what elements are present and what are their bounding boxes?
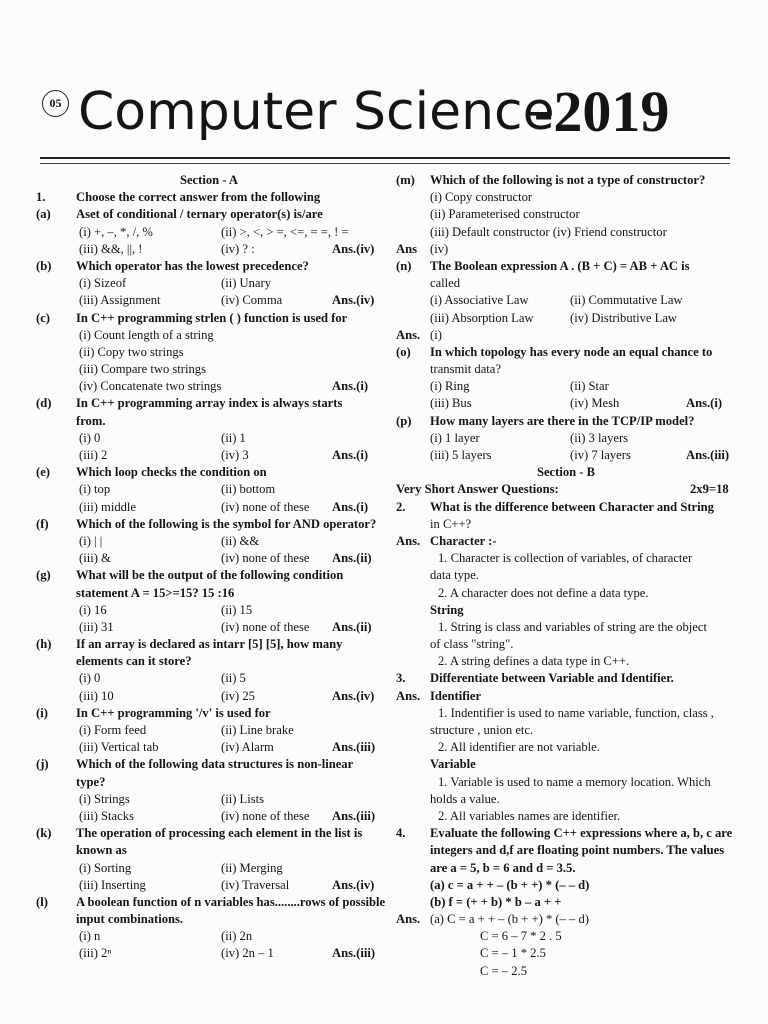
continuation-text: from. [76, 413, 106, 428]
continuation-text: are a = 5, b = 6 and d = 3.5. [430, 860, 576, 875]
text-line [396, 567, 736, 584]
text-line [396, 894, 736, 911]
continuation-text: of class "string". [430, 637, 514, 652]
question-number: 3. [396, 671, 406, 686]
answer-label: Ans.(iii) [332, 808, 376, 823]
continuation-text: data type. [430, 568, 479, 583]
question-text: Which operator has the lowest precedence? [76, 258, 309, 273]
question-row [36, 464, 382, 481]
text-line [396, 791, 736, 808]
continuation-text: known as [76, 843, 127, 858]
option-text: (iv) Comma [221, 293, 283, 308]
option-text: (iii) Compare two strings [79, 362, 206, 377]
answer-prefix: Ans. [396, 912, 421, 927]
question-text: Which of the following is the symbol for AND operator? [76, 516, 377, 531]
text-line [396, 361, 736, 378]
options-row [36, 619, 382, 636]
text-line [396, 275, 736, 292]
option-text: (iii) &&, ||, ! [79, 241, 143, 256]
calculation-line [396, 945, 736, 962]
question-row [36, 894, 386, 911]
answer-point [396, 653, 736, 670]
option-text: (i) Form feed [79, 723, 147, 737]
option-text: (iv) 3 [221, 448, 249, 462]
question-number: (e) [36, 465, 50, 480]
answer-label: Ans.(ii) [332, 551, 372, 566]
options-row [36, 602, 382, 619]
text-line [36, 413, 382, 430]
header-rule [40, 157, 730, 159]
page-title: Computer Science [78, 82, 555, 142]
continuation-text: statement A = 15>=15? 15 :16 [76, 585, 235, 600]
answer-label: Ans.(iii) [686, 448, 730, 462]
option-text: (iv) none of these [221, 551, 310, 566]
option-text: (ii) Merging [221, 860, 283, 875]
section-title: Section - B [536, 465, 596, 480]
text-line [396, 842, 736, 859]
question-text: Which of the following data structures is non-linear [76, 757, 354, 772]
options-row [36, 670, 382, 687]
option-text: (iii) Inserting [79, 877, 146, 892]
question-row [396, 499, 736, 516]
question-number: (n) [396, 258, 412, 273]
option-text: (i) top [79, 482, 111, 497]
question-row [396, 825, 736, 842]
question-row [396, 413, 736, 430]
answer-label: Ans.(iv) [332, 877, 375, 892]
question-text: Which of the following is not a type of constructor? [430, 173, 706, 187]
option-text: (i) Count length of a string [79, 327, 214, 342]
option-row [36, 361, 382, 378]
page-number-badge: 05 [42, 90, 69, 117]
section-title: Section - A [179, 173, 239, 187]
option-text: (iv) 2n – 1 [221, 946, 274, 961]
page-title-year: -2019 [534, 79, 670, 144]
question-text: The operation of processing each element in the list is [76, 826, 363, 841]
option-row [396, 206, 736, 223]
options-row [36, 928, 382, 945]
option-text: (i) Strings [79, 791, 130, 806]
options-row [36, 877, 382, 894]
option-text: (iv) Traversal [221, 877, 290, 892]
option-text: (ii) 5 [221, 671, 246, 686]
option-text: (iv) 7 layers [570, 448, 631, 462]
answer-label: Ans.(iii) [332, 740, 376, 755]
text-line [36, 842, 382, 859]
answer-label: Ans.(i) [686, 396, 723, 411]
question-text: If an array is declared as intarr [5] [5], how many [76, 637, 343, 652]
answer-label: Ans.(iii) [332, 946, 376, 961]
options-row [36, 481, 382, 498]
continuation-text: (a) c = a + + – (b + +) * (– – d) [430, 877, 590, 892]
question-number: (f) [36, 516, 49, 531]
option-text: (ii) Line brake [221, 723, 294, 737]
answer-prefix: Ans. [396, 327, 421, 342]
answer-point-text: 1. Variable is used to name a memory location. Which [438, 774, 711, 789]
option-text: (iii) & [79, 551, 111, 566]
question-row [36, 567, 382, 584]
text-line [36, 653, 382, 670]
answer-point-text: 2. A string defines a data type in C++. [438, 654, 630, 669]
option-row [396, 189, 736, 206]
question-text: Differentiate between Variable and Identifier. [430, 671, 674, 686]
options-row [396, 447, 736, 464]
option-text: (iii) Stacks [79, 808, 134, 823]
answer-label: Ans.(iv) [332, 688, 375, 703]
option-text: (ii) >, <, > =, <=, = =, ! = [221, 224, 349, 239]
question-row [36, 636, 382, 653]
option-text: (i) n [79, 929, 101, 944]
answer-text: (iv) [430, 241, 449, 256]
answer-row [396, 533, 736, 550]
option-text: (ii) Commutative Law [570, 293, 683, 308]
calculation-text: C = – 2.5 [480, 963, 527, 978]
calculation-text: C = 6 – 7 * 2 . 5 [480, 929, 562, 944]
option-text: (i) +, –, *, /, % [79, 224, 153, 239]
answer-label: Ans.(ii) [332, 619, 372, 634]
section-heading [36, 172, 382, 189]
answer-point [396, 550, 736, 567]
question-number: (c) [36, 310, 50, 325]
answer-label: Ans.(i) [332, 379, 369, 394]
continuation-text: (b) f = (+ + b) * b – a + + [430, 894, 562, 909]
question-text: What is the difference between Character and String [430, 499, 714, 514]
options-row [396, 395, 736, 412]
question-text: Evaluate the following C++ expressions where a, b, c are [430, 826, 733, 841]
option-text: (iv) Concatenate two strings [79, 379, 222, 394]
option-text: (ii) 15 [221, 602, 253, 617]
question-number: (m) [396, 173, 415, 187]
option-text: (i) Sizeof [79, 276, 127, 291]
text-line [36, 774, 382, 791]
continuation-text: String [430, 602, 464, 617]
answer-label: Ans.(iv) [332, 241, 375, 256]
option-text: (iii) middle [79, 499, 137, 514]
options-row [36, 275, 382, 292]
answer-point-text: 1. Character is collection of variables, of character [438, 551, 693, 566]
option-text: (ii) 2n [221, 929, 253, 944]
text-line [396, 602, 736, 619]
option-text: (iii) 5 layers [430, 448, 492, 462]
options-row [36, 447, 382, 464]
continuation-text: type? [76, 774, 106, 789]
option-row [36, 327, 382, 344]
question-number: (p) [396, 413, 412, 428]
continuation-text: transmit data? [430, 362, 501, 377]
option-text: (iv) Mesh [570, 396, 620, 411]
question-number: (o) [396, 344, 411, 359]
options-row [396, 430, 736, 447]
question-text: How many layers are there in the TCP/IP model? [430, 413, 695, 428]
question-text: In C++ programming '/v' is used for [76, 705, 271, 720]
question-row [36, 206, 382, 223]
option-text: (i) 0 [79, 671, 101, 686]
question-row [36, 395, 382, 412]
option-text: (ii) 1 [221, 430, 246, 445]
continuation-text: input combinations. [76, 912, 184, 927]
option-row [36, 378, 382, 395]
question-text: Aset of conditional / ternary operator(s) is/are [76, 207, 323, 222]
option-text: (i) 16 [79, 602, 107, 617]
question-row [396, 172, 736, 189]
text-line [396, 877, 736, 894]
options-row [36, 430, 382, 447]
question-number: 1. [36, 190, 46, 205]
options-row [396, 310, 736, 327]
question-number: 2. [396, 499, 406, 514]
page-header [36, 79, 736, 152]
header-rule-thin [40, 163, 730, 164]
options-row [36, 292, 382, 309]
text-line [396, 722, 736, 739]
options-row [36, 860, 382, 877]
option-text: (ii) Copy two strings [79, 344, 184, 359]
continuation-text: elements can it store? [76, 654, 192, 669]
option-text: (iii) Bus [430, 396, 472, 411]
option-text: (i) 0 [79, 430, 101, 445]
option-text: (iii) Vertical tab [79, 740, 159, 755]
question-text: What will be the output of the following condition [76, 568, 344, 583]
option-text: (i) | | [79, 533, 103, 548]
question-number: (g) [36, 568, 51, 583]
answer-prefix: Ans [396, 241, 417, 256]
option-text: (ii) bottom [221, 482, 276, 497]
options-row [36, 739, 382, 756]
answer-text: Identifier [430, 688, 482, 703]
question-row [36, 756, 382, 773]
option-text: (iii) Assignment [79, 293, 161, 308]
option-text: (ii) Lists [221, 791, 265, 806]
answer-point-text: 2. All variables names are identifier. [438, 808, 621, 823]
answer-point-text: 2. A character does not define a data type. [438, 585, 649, 600]
right-column [396, 172, 736, 980]
options-row [36, 791, 382, 808]
question-text: Choose the correct answer from the following [76, 190, 321, 205]
answer-point-text: 2. All identifier are not variable. [438, 740, 600, 755]
marks-label: 2x9=18 [690, 482, 729, 497]
answer-point [396, 808, 736, 825]
text-line [36, 911, 382, 928]
option-text: (i) Associative Law [430, 293, 529, 308]
question-number: (d) [36, 396, 52, 411]
continuation-text: Variable [430, 757, 476, 772]
answer-row [396, 911, 736, 928]
answer-text: (i) [430, 327, 442, 342]
text-line [396, 516, 736, 533]
option-row [396, 224, 736, 241]
option-row [36, 344, 382, 361]
answer-row [396, 241, 736, 258]
option-text: (iii) 2 [79, 448, 108, 462]
question-row [36, 189, 382, 206]
question-row [36, 516, 382, 533]
option-text: (ii) Star [570, 379, 609, 394]
option-text: (iv) none of these [221, 808, 310, 823]
option-text: (i) Copy constructor [430, 190, 533, 205]
section-heading [396, 464, 736, 481]
answer-label: Ans.(i) [332, 499, 369, 514]
question-number: 4. [396, 826, 406, 841]
question-number: (b) [36, 258, 52, 273]
calculation-line [396, 963, 736, 980]
question-group-title: Very Short Answer Questions: [396, 482, 559, 497]
question-group-heading [396, 481, 736, 498]
question-number: (l) [36, 894, 48, 909]
option-text: (i) 1 layer [430, 430, 480, 445]
option-text: (iii) 10 [79, 688, 114, 703]
question-number: (h) [36, 637, 52, 652]
text-line [396, 860, 736, 877]
answer-point-text: 1. Indentifier is used to name variable, function, class , [438, 705, 714, 720]
option-text: (iv) none of these [221, 619, 310, 634]
question-row [36, 258, 382, 275]
answer-point [396, 739, 736, 756]
question-row [36, 705, 382, 722]
text-line [36, 585, 382, 602]
answer-point [396, 774, 736, 791]
option-text: (ii) 3 layers [570, 430, 629, 445]
question-row [36, 310, 382, 327]
answer-point [396, 585, 736, 602]
option-text: (ii) Unary [221, 276, 272, 291]
answer-row [396, 688, 736, 705]
question-number: (i) [36, 705, 48, 720]
question-text: In C++ programming strlen ( ) function is used for [76, 310, 348, 325]
question-text: A boolean function of n variables has........rows of possible [76, 894, 386, 909]
calculation-text: C = – 1 * 2.5 [480, 946, 546, 961]
options-row [36, 241, 382, 258]
answer-text: (a) C = a + + – (b + +) * (– – d) [430, 912, 589, 927]
options-row [396, 378, 736, 395]
question-text: In C++ programming array index is always starts [76, 396, 343, 411]
option-text: (i) Ring [430, 379, 470, 394]
option-text: (iii) 31 [79, 619, 114, 634]
option-text: (iii) Absorption Law [430, 310, 534, 325]
question-number: (j) [36, 757, 49, 772]
question-row [396, 344, 736, 361]
answer-label: Ans.(i) [332, 448, 369, 462]
question-number: (a) [36, 207, 51, 222]
options-row [36, 499, 382, 516]
options-row [36, 688, 382, 705]
question-row [36, 825, 382, 842]
option-text: (iv) 25 [221, 688, 255, 703]
option-text: (iv) none of these [221, 499, 310, 514]
question-text: In which topology has every node an equal chance to [430, 344, 713, 359]
option-text: (ii) Parameterised constructor [430, 207, 580, 222]
answer-label: Ans.(iv) [332, 293, 375, 308]
calculation-line [396, 928, 736, 945]
answer-prefix: Ans. [396, 688, 421, 703]
options-row [36, 533, 382, 550]
option-text: (ii) && [221, 533, 260, 548]
question-number: (k) [36, 826, 52, 841]
question-text: The Boolean expression A . (B + C) = AB + AC is [430, 258, 690, 273]
option-text: (iv) ? : [221, 241, 255, 256]
option-text: (iii) 2ⁿ [79, 946, 112, 961]
continuation-text: structure , union etc. [430, 723, 534, 737]
option-text: (iv) Distributive Law [570, 310, 678, 325]
question-row [396, 670, 736, 687]
options-row [36, 945, 382, 962]
options-row [36, 224, 382, 241]
continuation-text: called [430, 276, 461, 291]
options-row [36, 722, 382, 739]
continuation-text: integers and d,f are floating point numbers. The values [430, 843, 725, 858]
continuation-text: in C++? [430, 516, 472, 531]
question-row [396, 258, 736, 275]
left-column [36, 172, 386, 963]
answer-point [396, 705, 736, 722]
option-text: (i) Sorting [79, 860, 132, 875]
text-line [396, 636, 736, 653]
question-text: Which loop checks the condition on [76, 465, 267, 480]
options-row [396, 292, 736, 309]
answer-point [396, 619, 736, 636]
answer-text: Character :- [430, 533, 497, 548]
text-line [396, 756, 736, 773]
options-row [36, 808, 382, 825]
answer-point-text: 1. String is class and variables of string are the object [438, 619, 707, 634]
option-text: (iii) Default constructor (iv) Friend constructor [430, 224, 667, 239]
continuation-text: holds a value. [430, 791, 500, 806]
answer-prefix: Ans. [396, 533, 421, 548]
options-row [36, 550, 382, 567]
option-text: (iv) Alarm [221, 740, 274, 755]
answer-row [396, 327, 736, 344]
